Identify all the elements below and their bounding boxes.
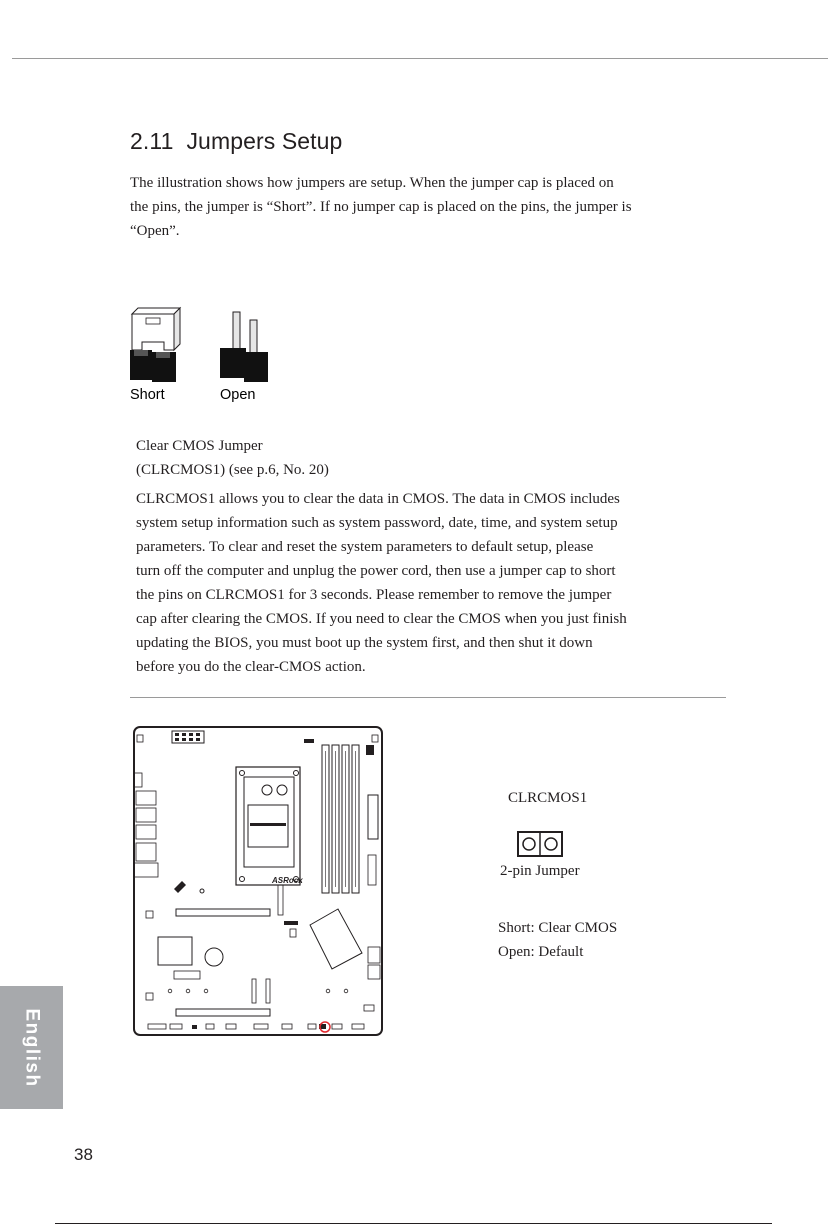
- brand-logo: ASRock: [272, 876, 303, 885]
- description-line: the pins on CLRCMOS1 for 3 seconds. Please remember to remove the jumper: [136, 587, 612, 603]
- jumper-illustration: [126, 304, 276, 404]
- jumper-type: 2-pin Jumper: [500, 863, 580, 879]
- jumper-heading: [136, 434, 329, 482]
- language-text: English: [21, 1007, 43, 1088]
- short-label: Short: [130, 387, 165, 403]
- section-title-text: Jumpers Setup: [186, 128, 343, 154]
- description-line: turn off the computer and unplug the power cord, then use a jumper cap to short: [136, 563, 616, 579]
- jumper-subtitle: (CLRCMOS1) (see p.6, No. 20): [136, 462, 329, 478]
- intro-line: The illustration shows how jumpers are setup. When the jumper cap is placed on: [130, 175, 614, 191]
- short-jumper-graphic: [130, 308, 180, 403]
- jumper-title: Clear CMOS Jumper: [136, 438, 263, 454]
- short-setting: Short: Clear CMOS: [498, 920, 618, 936]
- bottom-rule: [55, 1223, 772, 1224]
- intro-paragraph: [130, 171, 700, 243]
- description-line: parameters. To clear and reset the system parameters to default setup, please: [136, 539, 594, 555]
- language-tab-label: [0, 986, 63, 1109]
- page-number: 38: [74, 1145, 93, 1164]
- clear-cmos-description: [136, 487, 696, 679]
- description-line: cap after clearing the CMOS. If you need to clear the CMOS when you just finish: [136, 611, 627, 627]
- description-line: CLRCMOS1 allows you to clear the data in CMOS. The data in CMOS includes: [136, 491, 620, 507]
- jumper-settings: [498, 916, 617, 964]
- two-pin-jumper-icon: [516, 830, 564, 858]
- motherboard-diagram: [132, 725, 384, 1037]
- open-label: Open: [220, 387, 256, 403]
- description-line: updating the BIOS, you must boot up the system first, and then shut it down: [136, 635, 593, 651]
- section-divider: [130, 697, 726, 698]
- intro-line: the pins, the jumper is “Short”. If no jumper cap is placed on the pins, the jumper is: [130, 199, 632, 215]
- open-jumper-graphic: [220, 312, 268, 403]
- open-setting: Open: Default: [498, 944, 584, 960]
- intro-line: “Open”.: [130, 223, 180, 239]
- section-title: [130, 128, 342, 155]
- top-rule: [12, 58, 828, 59]
- description-line: before you do the clear-CMOS action.: [136, 659, 366, 675]
- jumper-name: CLRCMOS1: [508, 790, 588, 806]
- section-number: 2.11: [130, 128, 174, 154]
- description-line: system setup information such as system password, date, time, and system setup: [136, 515, 618, 531]
